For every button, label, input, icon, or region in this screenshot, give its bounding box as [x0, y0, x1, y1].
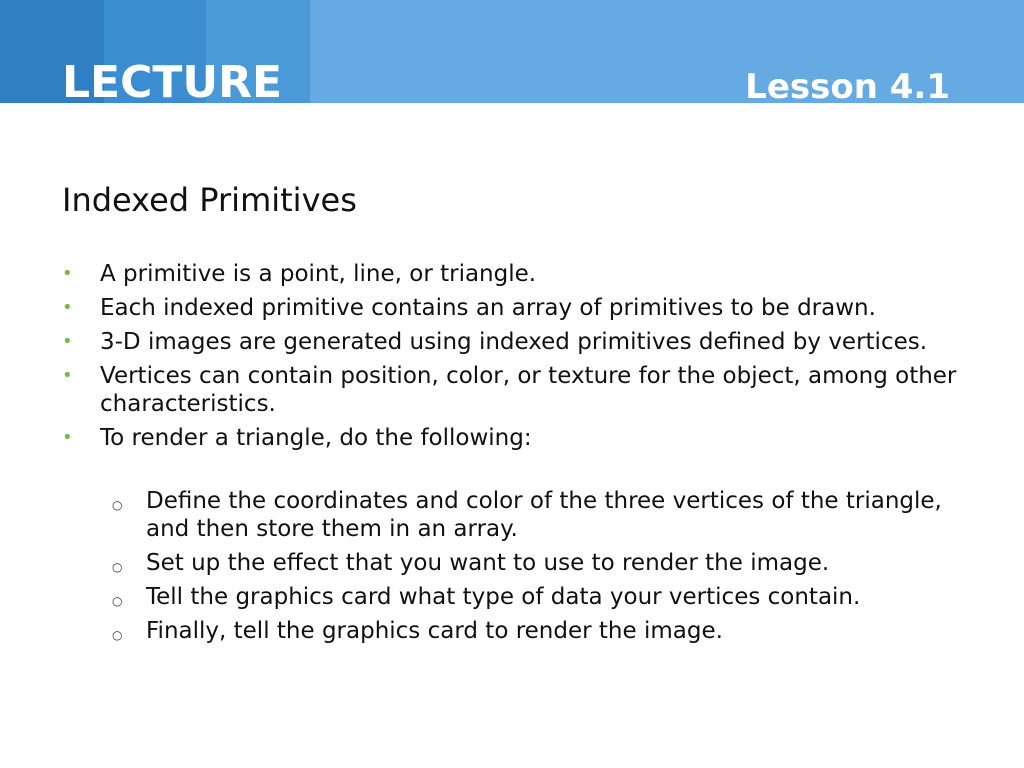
bullet-dot-icon: • — [62, 297, 73, 318]
sub-bullet-text: Tell the graphics card what type of data your vertices contain. — [146, 584, 861, 610]
bullet-item — [62, 424, 962, 452]
bullet-text: To render a triangle, do the following: — [100, 425, 532, 451]
bullet-dot-icon: • — [62, 331, 73, 352]
bullet-list — [62, 260, 962, 458]
bullet-item — [62, 260, 962, 288]
bullet-item — [62, 328, 962, 356]
sub-bullet-item — [62, 487, 962, 543]
bullet-text: 3-D images are generated using indexed primitives defined by vertices. — [100, 329, 928, 355]
sub-bullet-list — [62, 487, 962, 651]
sub-bullet-text: Set up the effect that you want to use to render the image. — [146, 550, 830, 576]
lesson-number: Lesson 4.1 — [745, 67, 950, 103]
bullet-dot-icon: • — [62, 263, 73, 284]
bullet-item — [62, 362, 962, 418]
bullet-text: A primitive is a point, line, or triangle. — [100, 261, 537, 287]
slide-title: Indexed Primitives — [62, 181, 357, 219]
sub-bullet-item — [62, 549, 962, 577]
sub-bullet-text: Define the coordinates and color of the three vertices of the triangle, and then store them in an array. — [146, 488, 942, 542]
hollow-circle-icon: ○ — [112, 628, 123, 642]
sub-bullet-text: Finally, tell the graphics card to render the image. — [146, 618, 723, 644]
lecture-title: LECTURE — [62, 57, 283, 103]
bullet-text: Each indexed primitive contains an array of primitives to be drawn. — [100, 295, 876, 321]
bullet-dot-icon: • — [62, 365, 73, 386]
header-banner — [0, 0, 1024, 103]
sub-bullet-item — [62, 617, 962, 645]
bullet-dot-icon: • — [62, 427, 73, 448]
bullet-text: Vertices can contain position, color, or texture for the object, among other characteristics. — [100, 363, 957, 417]
hollow-circle-icon: ○ — [112, 594, 123, 608]
hollow-circle-icon: ○ — [112, 498, 123, 512]
bullet-item — [62, 294, 962, 322]
hollow-circle-icon: ○ — [112, 560, 123, 574]
sub-bullet-item — [62, 583, 962, 611]
